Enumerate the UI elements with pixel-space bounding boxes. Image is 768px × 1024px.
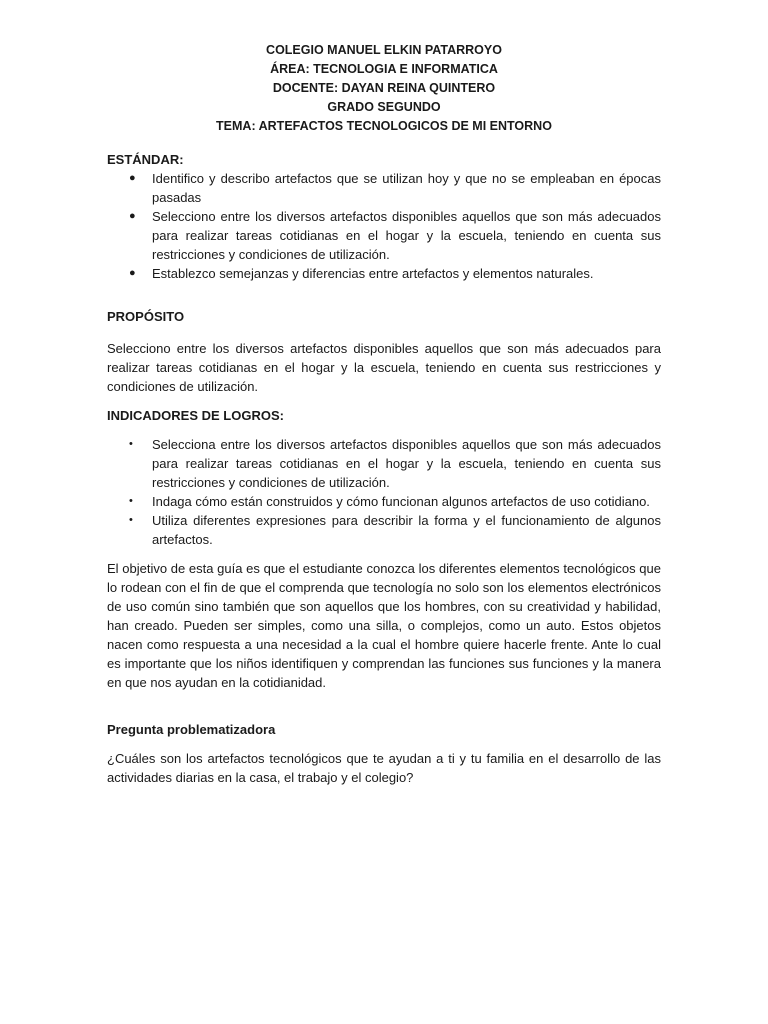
bullet-icon: • xyxy=(129,438,133,450)
bullet-icon: ● xyxy=(129,267,136,279)
topic-title: TEMA: ARTEFACTOS TECNOLOGICOS DE MI ENTORNO xyxy=(216,119,552,133)
list-item-text: Indaga cómo están construidos y cómo funcionan algunos artefactos de uso cotidiano. xyxy=(152,494,650,509)
subject-area: ÁREA: TECNOLOGIA E INFORMATICA xyxy=(270,62,498,76)
list-item xyxy=(107,169,661,207)
list-item xyxy=(107,492,661,511)
objetivo-paragraph: El objetivo de esta guía es que el estudiante conozca los diferentes elementos tecnológicos que lo rodean con el fin de que el comprenda que tecnología no solo son los elementos electrónicos de uso común sino también que son aquellos que los hombres, con su creatividad y habilidad, han creado. Pueden ser simples, como una silla, o complejos, como un auto. Estos objetos nacen como respuesta a una necesidad a la cual el hombre quiere hacerle frente. Ante lo cual es importante que los niños identifiquen y comprendan las funciones sus funciones y la manera en que nos ayudan en la cotidianidad. xyxy=(107,561,661,690)
list-item-text: Selecciona entre los diversos artefactos disponibles aquellos que son más adecuados para realizar tareas cotidianas en el hogar y la escuela, teniendo en cuenta sus restricciones y condiciones de utilización. xyxy=(152,437,661,490)
school-name: COLEGIO MANUEL ELKIN PATARROYO xyxy=(266,43,502,57)
estandar-heading: ESTÁNDAR: xyxy=(107,152,184,167)
pregunta-paragraph: ¿Cuáles son los artefactos tecnológicos que te ayudan a ti y tu familia en el desarrollo de las actividades diarias en la casa, el trabajo y el colegio? xyxy=(107,751,661,785)
teacher-name: DOCENTE: DAYAN REINA QUINTERO xyxy=(272,81,496,95)
list-item-text: Utiliza diferentes expresiones para describir la forma y el funcionamiento de algunos artefactos. xyxy=(152,513,661,547)
list-item xyxy=(107,435,661,492)
proposito-heading: PROPÓSITO xyxy=(107,309,185,324)
estandar-list xyxy=(107,169,661,283)
indicadores-heading: INDICADORES DE LOGROS: xyxy=(107,408,284,423)
document-body xyxy=(107,150,661,787)
list-item xyxy=(107,207,661,264)
proposito-paragraph: Selecciono entre los diversos artefactos disponibles aquellos que son más adecuados para realizar tareas cotidianas en el hogar y la escuela, teniendo en cuenta sus restricciones y condiciones de utilización. xyxy=(107,341,661,394)
list-item-text: Selecciono entre los diversos artefactos disponibles aquellos que son más adecuados para realizar tareas cotidianas en el hogar y la escuela, teniendo en cuenta sus restricciones y condiciones de utilización. xyxy=(152,209,661,262)
list-item-text: Identifico y describo artefactos que se utilizan hoy y que no se empleaban en épocas pasadas xyxy=(152,171,661,205)
proposito-section xyxy=(107,307,661,396)
bullet-icon: ● xyxy=(129,172,136,184)
indicadores-section xyxy=(107,406,661,549)
document-header xyxy=(0,41,768,136)
grade-level: GRADO SEGUNDO xyxy=(327,100,441,114)
bullet-icon: • xyxy=(129,495,133,507)
indicadores-list xyxy=(107,435,661,549)
list-item xyxy=(107,511,661,549)
estandar-section xyxy=(107,150,661,283)
list-item-text: Establezco semejanzas y diferencias entre artefactos y elementos naturales. xyxy=(152,266,594,281)
bullet-icon: • xyxy=(129,514,133,526)
list-item xyxy=(107,264,661,283)
pregunta-section xyxy=(107,720,661,787)
bullet-icon: ● xyxy=(129,210,136,222)
pregunta-heading: Pregunta problematizadora xyxy=(107,722,276,737)
